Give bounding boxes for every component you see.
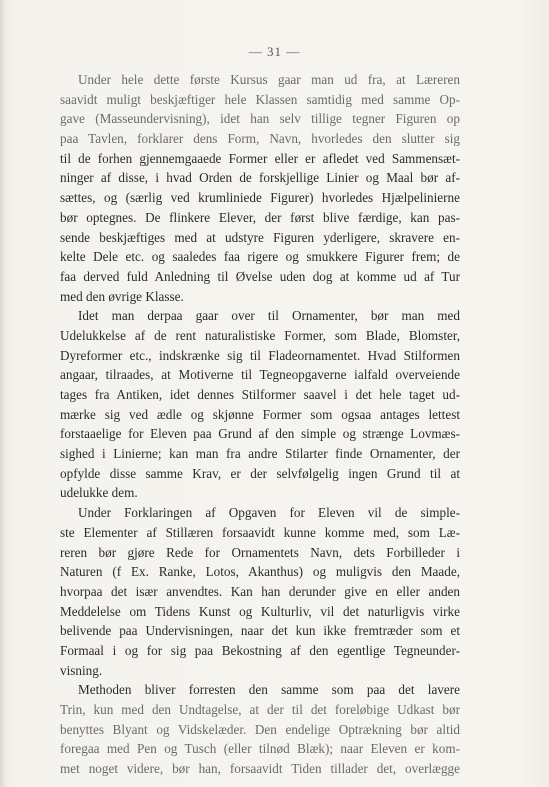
text-line: tages fra Antiken, idet dennes Stilformer saavel i det hele taget ud- (60, 387, 460, 402)
text-line: foregaa med Pen og Tusch (eller tilnød Blæk); naar Eleven er kom- (60, 741, 460, 757)
text-line: mærke sig ved ædle og skjønne Former som ogsaa antages lettest (60, 406, 460, 422)
page-number: — 31 — (248, 44, 301, 59)
text-line: benyttes Blyant og Vidskelæder. Den endelige Optrækning bør altid (60, 721, 460, 737)
text-line: Meddelelse om Tidens Kunst og Kulturliv, vil det naturligvis virke (60, 603, 460, 619)
text-line: ninger af disse, i hvad Orden de forskjellige Linier og Maal bør af- (60, 170, 460, 186)
text-line: gave (Masseundervisning), idet han selv tillige tegner Figuren op (60, 111, 460, 127)
text-line: ste Elementer af Stillæren forsaavidt kunne komme med, som Læ- (60, 524, 460, 540)
text-line: belivende paa Undervisningen, naar det kun ikke fremtræder som et (60, 623, 460, 639)
text-line: reren bør gjøre Rede for Ornamentets Navn, dets Forbilleder i (60, 544, 460, 560)
text-line: saavidt muligt beskjæftiger hele Klassen samtidig med samme Op- (60, 91, 460, 107)
text-line: til de forhen gjennemgaaede Former eller er afledet ved Sammensæt- (60, 150, 460, 166)
text-line: Formaal i og for sig paa Bekostning af den egentlige Tegneunder- (60, 642, 460, 658)
text-line: faa derved fuld Anledning til Øvelse uden dog at komme ud af Tur (60, 268, 460, 284)
text-line: forstaaelige for Eleven paa Grund af den simple og strænge Lovmæs- (60, 426, 460, 442)
text-line: Dyreformer etc., indskrænke sig til Fladeornamentet. Hvad Stilformen (60, 347, 460, 363)
text-line: Udelukkelse af de rent naturalistiske Former, som Blade, Blomster, (60, 327, 460, 343)
text-line: Under Forklaringen af Opgaven for Eleven vil de simple- (78, 505, 460, 521)
text-line: Trin, kun med den Undtagelse, at der til det foreløbige Udkast bør (60, 702, 460, 717)
text-line: Under hele dette første Kursus gaar man ud fra, at Læreren (78, 72, 460, 87)
text-line: met noget videre, bør han, forsaavidt Tiden tillader det, overlægge (60, 761, 460, 777)
text-line: visning. (60, 662, 103, 678)
text-line: angaar, tilraades, at Motiverne til Tegneopgaverne ialfald overveiende (60, 367, 460, 383)
text-line: hvorpaa det især anvendtes. Kan han derunder give en eller anden (60, 583, 460, 599)
text-line: sighed i Linierne; kan man fra andre Stilarter finde Ornamenter, der (60, 446, 460, 462)
text-line: opfylde disse samme Krav, er der selvfølgelig ingen Grund til at (60, 465, 460, 481)
text-line: udelukke dem. (60, 485, 138, 501)
text-line: sende beskjæftiges med at udstyre Figuren yderligere, skravere en- (60, 229, 460, 245)
page-binding-edge (0, 0, 6, 787)
text-line: Idet man derpaa gaar over til Ornamenter, bør man med (78, 308, 460, 324)
text-line: Naturen (f Ex. Ranke, Lotos, Akanthus) og muligvis den Maade, (60, 564, 460, 580)
body-text (60, 70, 460, 779)
text-line: sættes, og (særlig ved krumliniede Figurer) hvorledes Hjælpelinierne (60, 190, 460, 206)
text-line: med den øvrige Klasse. (60, 288, 184, 304)
text-line: bør optegnes. De flinkere Elever, der først blive færdige, kan pas- (60, 209, 460, 225)
text-line: paa Tavlen, forklarer dens Form, Navn, hvorledes den slutter sig (60, 131, 460, 147)
text-line: Methoden bliver forresten den samme som paa det lavere (78, 682, 460, 698)
text-line: kelte Dele etc. og saaledes faa rigere og smukkere Figurer frem; de (60, 249, 460, 265)
